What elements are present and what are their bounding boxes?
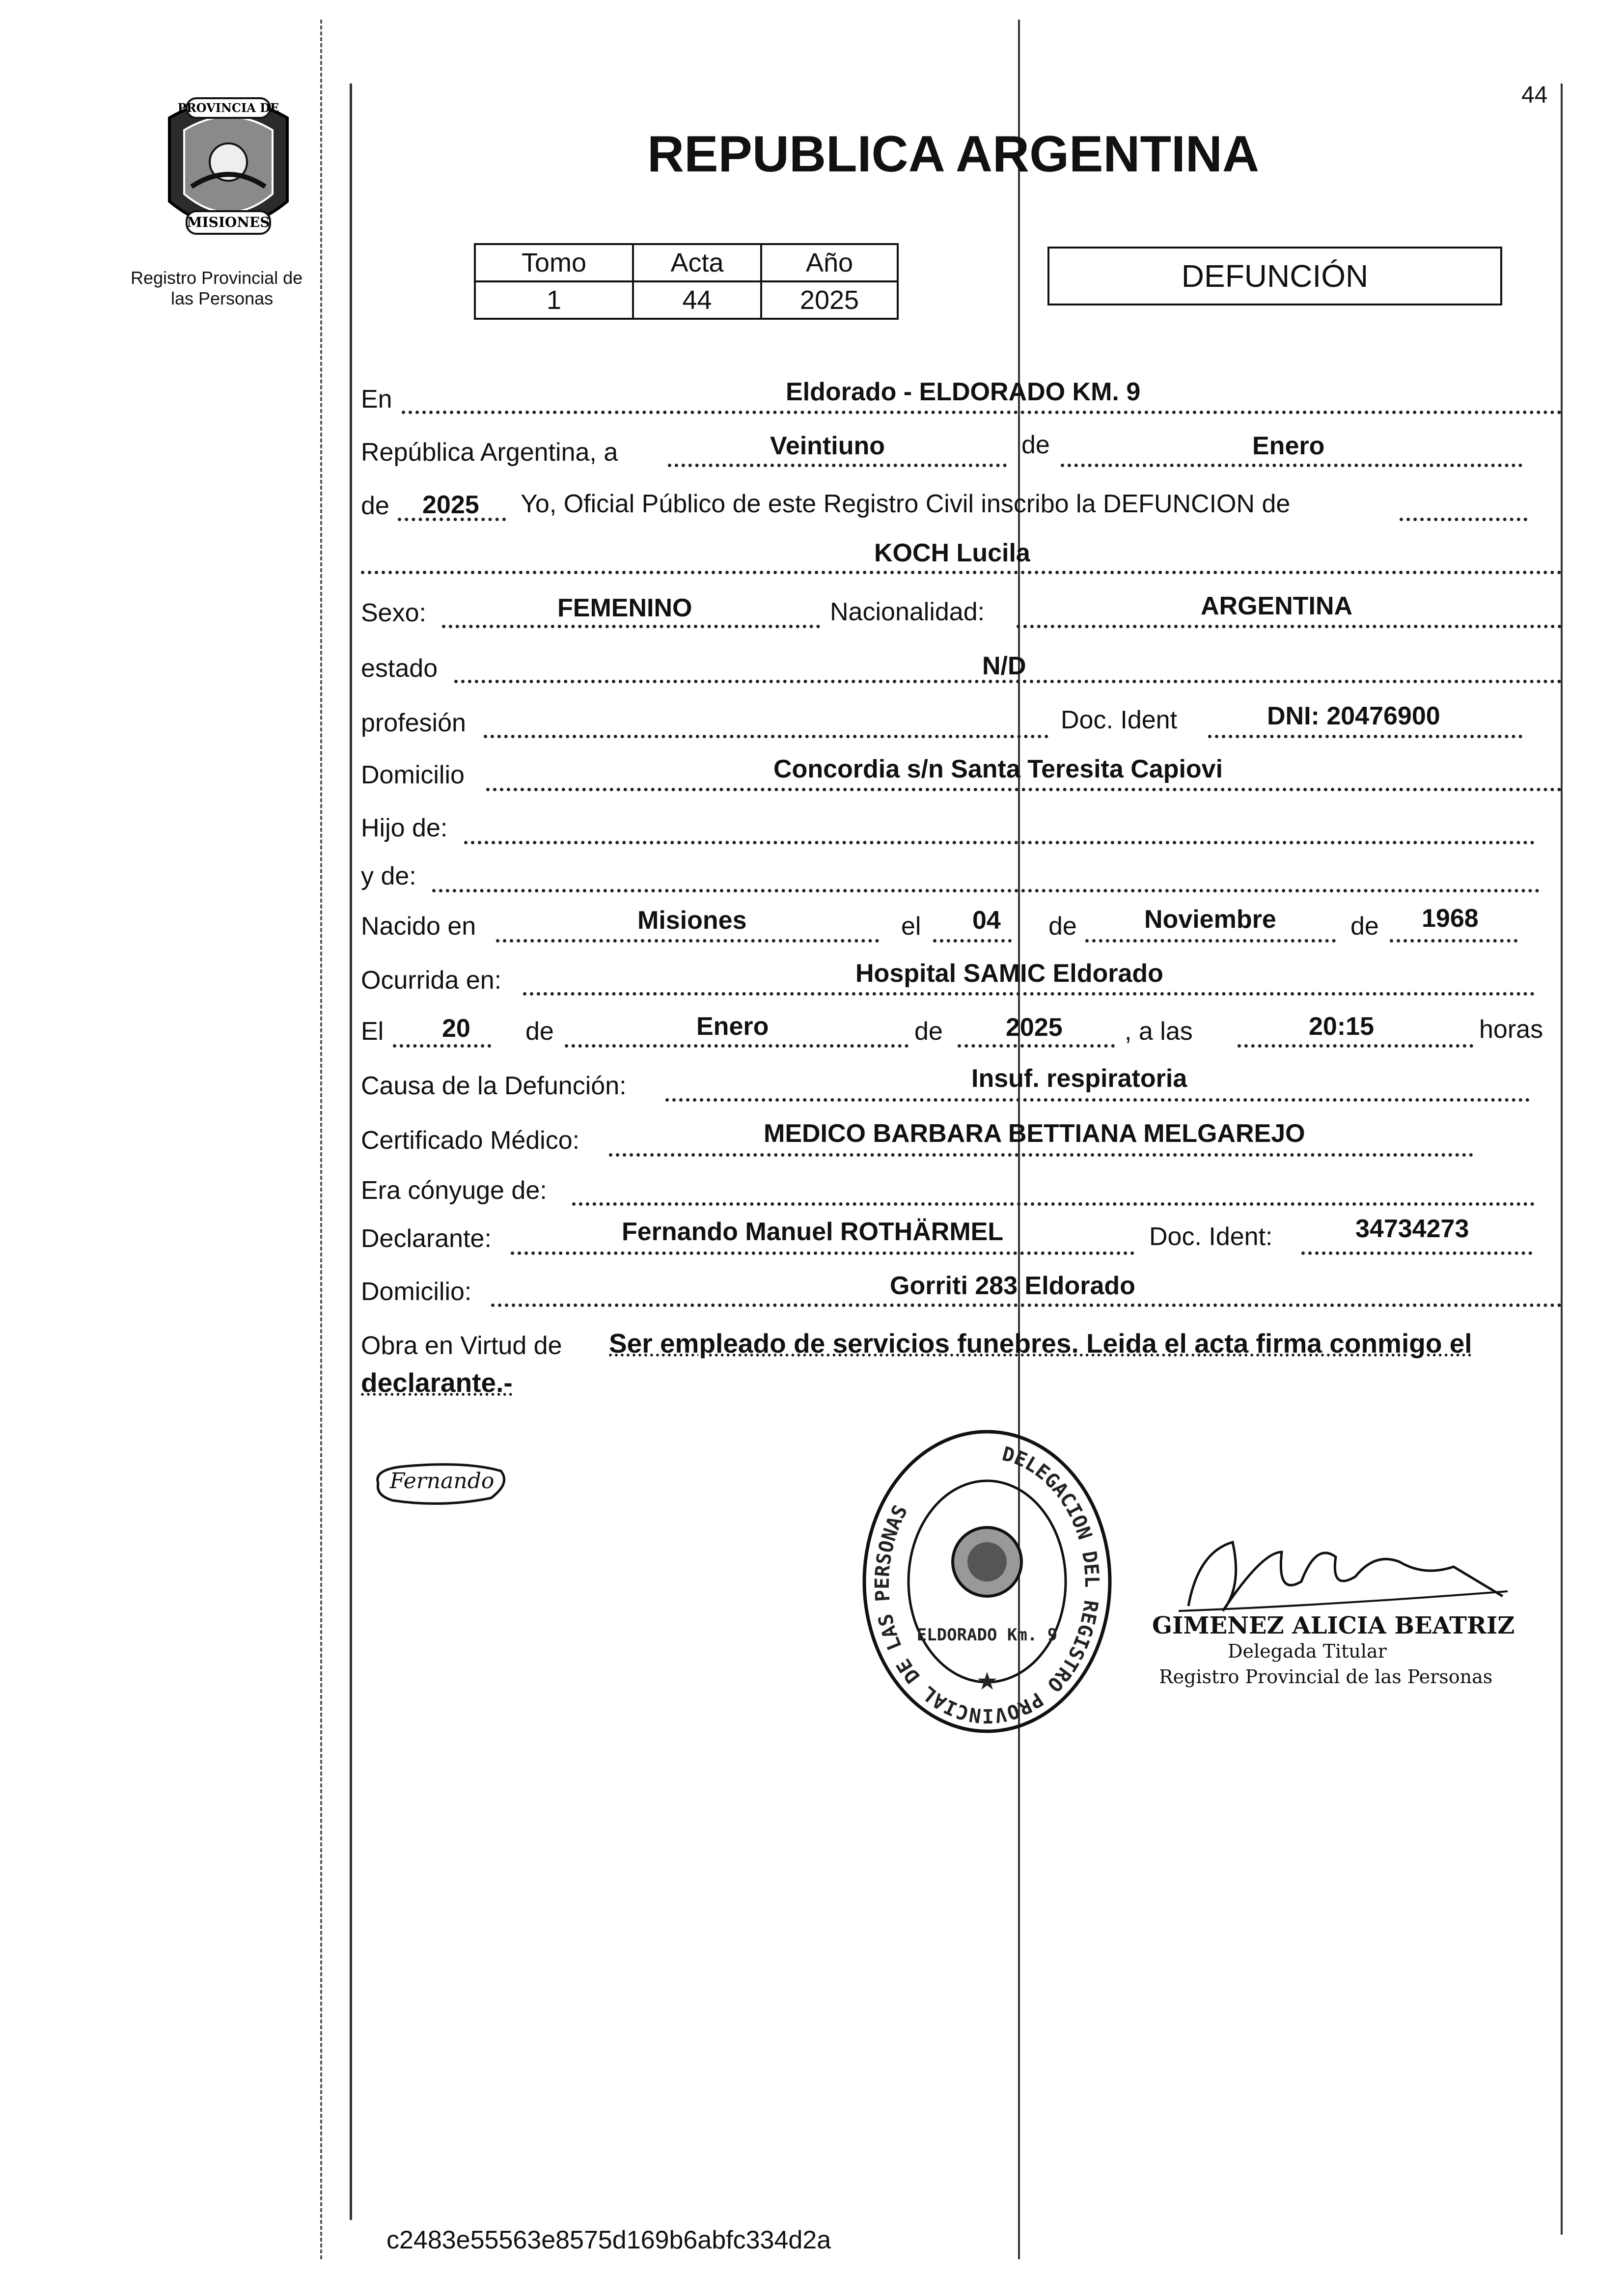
estado-label: estado	[361, 654, 438, 683]
de-label-5: de	[914, 1017, 943, 1046]
alas-label: , a las	[1125, 1017, 1193, 1046]
profesion-dots	[484, 735, 1048, 738]
fallec-mes-value: Enero	[696, 1012, 769, 1041]
declarante-doc-label: Doc. Ident:	[1149, 1222, 1273, 1251]
estado-dots	[454, 680, 1562, 683]
domicilio-label: Domicilio	[361, 761, 465, 789]
logo-text-top: PROVINCIA DE	[177, 101, 279, 115]
obra-value-line2: declarante.-	[361, 1367, 513, 1398]
en-value: Eldorado - ELDORADO KM. 9	[786, 378, 1141, 406]
declarante-doc-dots	[1301, 1251, 1532, 1255]
fallec-anio-value: 2025	[1006, 1013, 1063, 1042]
document-hash: c2483e55563e8575d169b6abfc334d2a	[386, 2226, 831, 2254]
el-cap-label: El	[361, 1017, 384, 1046]
nacionalidad-label: Nacionalidad:	[830, 598, 985, 626]
logo-caption-line2: las Personas	[171, 288, 274, 308]
official-signature-scrawl	[1169, 1523, 1513, 1621]
declarante-value: Fernando Manuel ROTHÄRMEL	[622, 1218, 1004, 1246]
de-label-3: de	[1350, 912, 1379, 941]
sexo-value: FEMENINO	[557, 594, 692, 622]
causa-dots	[665, 1098, 1530, 1102]
en-dots	[402, 411, 1562, 414]
fallec-mes-dots	[565, 1044, 908, 1048]
domicilio2-dots	[491, 1303, 1562, 1307]
sexo-label: Sexo:	[361, 599, 426, 627]
nacido-label: Nacido en	[361, 912, 476, 941]
left-margin-line	[320, 20, 322, 2259]
de-label-1: de	[1021, 431, 1050, 459]
record-type-label: DEFUNCIÓN	[1181, 258, 1369, 294]
hijo-dots	[464, 841, 1535, 844]
nacido-mes-dots	[1085, 939, 1336, 943]
nacionalidad-value: ARGENTINA	[1201, 592, 1353, 620]
horas-label: horas	[1479, 1015, 1543, 1044]
declarante-dots	[511, 1251, 1134, 1255]
anio-header: Año	[761, 244, 898, 281]
stamp-star-icon: ★	[976, 1667, 998, 1695]
certificado-dots	[609, 1153, 1473, 1157]
anio-value: 2025	[422, 491, 479, 519]
acta-header: Acta	[633, 244, 761, 281]
doc-ident-dots	[1208, 735, 1522, 738]
doc-ident-label: Doc. Ident	[1061, 706, 1178, 734]
ocurrida-value: Hospital SAMIC Eldorado	[855, 959, 1163, 988]
ocurrida-label: Ocurrida en:	[361, 966, 502, 995]
nacido-lugar-dots	[496, 939, 879, 943]
profesion-label: profesión	[361, 709, 466, 737]
estado-value: N/D	[982, 652, 1026, 680]
republica-label: República Argentina, a	[361, 438, 618, 467]
ocurrida-dots	[523, 992, 1535, 996]
official-role: Delegada Titular	[1228, 1640, 1387, 1662]
logo-text-bottom: MISIONES	[187, 214, 270, 230]
domicilio-dots	[486, 788, 1562, 791]
nacido-dia-dots	[933, 939, 1012, 943]
nombre-value: KOCH Lucila	[874, 539, 1030, 567]
declarante-label: Declarante:	[361, 1224, 492, 1253]
nacionalidad-dots	[1017, 625, 1562, 628]
fallec-dia-dots	[393, 1044, 491, 1048]
causa-label: Causa de la Defunción:	[361, 1072, 627, 1100]
anio-prefix: de	[361, 492, 389, 520]
mes-value: Enero	[1252, 432, 1325, 460]
en-label: En	[361, 385, 392, 414]
conyuge-dots	[572, 1202, 1535, 1206]
domicilio2-label: Domicilio:	[361, 1277, 472, 1306]
hora-value: 20:15	[1309, 1012, 1374, 1041]
official-stamp	[854, 1424, 1120, 1739]
record-table	[474, 243, 899, 320]
record-type-box	[1047, 247, 1502, 305]
dia-dots	[668, 464, 1007, 467]
provincial-logo	[157, 88, 300, 250]
nombre-dots	[361, 571, 1562, 574]
dia-value: Veintiuno	[770, 432, 885, 460]
el-label: el	[901, 912, 921, 941]
obra-value-line1: Ser empleado de servicios funebres. Leida el acta firma conmigo el	[609, 1328, 1472, 1359]
mes-dots	[1061, 464, 1522, 467]
sexo-dots	[442, 625, 820, 628]
yde-dots	[432, 889, 1540, 892]
hora-dots	[1238, 1044, 1473, 1048]
inscribo-dots	[1400, 518, 1527, 521]
certificado-label: Certificado Médico:	[361, 1126, 580, 1155]
official-name: GIMENEZ ALICIA BEATRIZ	[1152, 1612, 1515, 1639]
page-title: REPUBLICA ARGENTINA	[647, 126, 1260, 183]
tomo-value: 1	[475, 281, 633, 319]
fallec-dia-value: 20	[442, 1014, 470, 1043]
content-right-border	[1561, 83, 1563, 2235]
official-org: Registro Provincial de las Personas	[1159, 1666, 1493, 1688]
domicilio-value: Concordia s/n Santa Teresita Capiovi	[773, 755, 1223, 783]
declarante-doc-value: 34734273	[1355, 1215, 1469, 1243]
conyuge-label: Era cónyuge de:	[361, 1176, 547, 1205]
de-label-2: de	[1048, 912, 1077, 941]
nacido-mes-value: Noviembre	[1144, 905, 1276, 934]
fallec-anio-dots	[958, 1044, 1115, 1048]
tomo-header: Tomo	[475, 244, 633, 281]
obra-label: Obra en Virtud de	[361, 1331, 562, 1360]
domicilio2-value: Gorriti 283 Eldorado	[890, 1272, 1135, 1300]
anio-value: 2025	[761, 281, 898, 319]
declarante-signature	[368, 1454, 516, 1513]
yde-label: y de:	[361, 862, 416, 890]
stamp-ring-text: DELEGACION DEL REGISTRO PROVINCIAL DE LAS PERSONAS	[871, 1442, 1103, 1727]
stamp-inner-text: ELDORADO Km. 9	[916, 1625, 1058, 1645]
nacido-lugar-value: Misiones	[637, 906, 747, 935]
certificado-value: MEDICO BARBARA BETTIANA MELGAREJO	[764, 1119, 1305, 1148]
logo-caption-line1: Registro Provincial de	[131, 268, 303, 288]
de-label-4: de	[525, 1017, 554, 1046]
doc-ident-value: DNI: 20476900	[1267, 702, 1440, 730]
nacido-anio-value: 1968	[1422, 904, 1479, 933]
acta-value: 44	[633, 281, 761, 319]
hijo-label: Hijo de:	[361, 814, 448, 842]
nacido-dia-value: 04	[972, 906, 1001, 935]
declarante-signature-text: Fernando	[389, 1469, 495, 1494]
causa-value: Insuf. respiratoria	[971, 1064, 1187, 1093]
inscribo-text: Yo, Oficial Público de este Registro Civil inscribo la DEFUNCION de	[521, 490, 1291, 518]
content-left-border	[350, 83, 352, 2220]
nacido-anio-dots	[1390, 939, 1517, 943]
page-number: 44	[1521, 82, 1548, 108]
